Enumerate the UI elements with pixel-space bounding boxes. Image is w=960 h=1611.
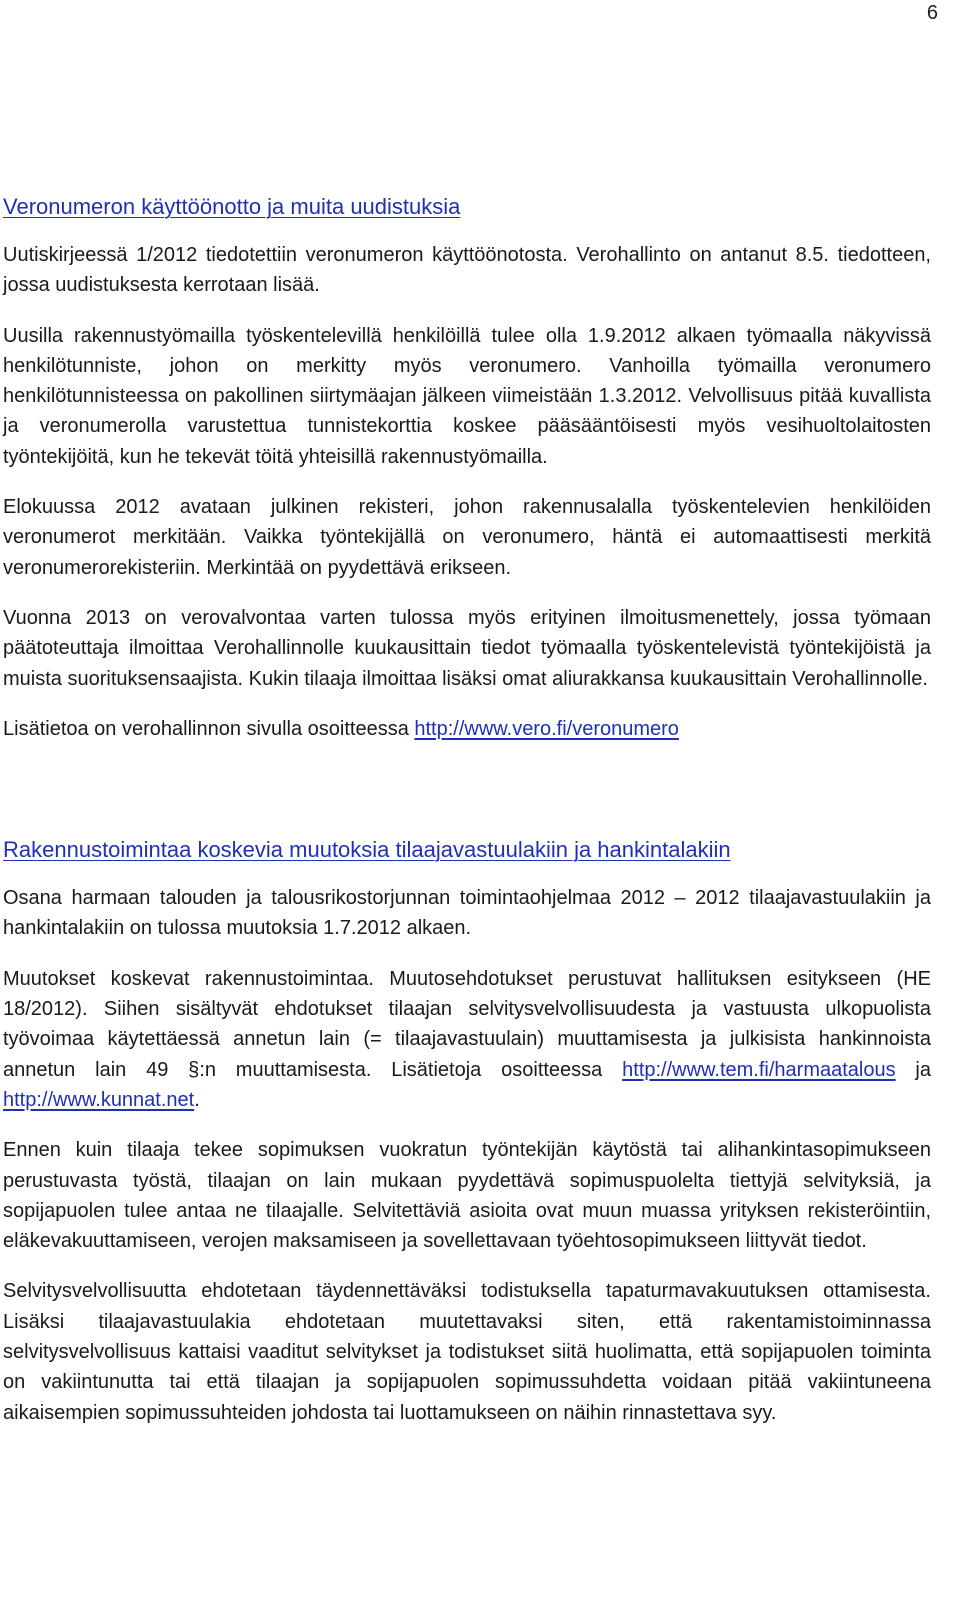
spacer (3, 1256, 931, 1276)
spacer (3, 866, 931, 883)
paragraph-with-link (3, 714, 931, 744)
kunnat-link[interactable]: http://www.kunnat.net (3, 1088, 195, 1111)
tem-link[interactable]: http://www.tem.fi/harmaatalous (622, 1058, 896, 1081)
vero-link[interactable]: http://www.vero.fi/veronumero (414, 717, 679, 740)
paragraph-with-links (3, 964, 931, 1115)
spacer (3, 301, 931, 321)
document-body (3, 191, 931, 1428)
paragraph: Osana harmaan talouden ja talousrikostorjunnan toimintaohjelmaa 2012 – 2012 tilaajavastuulakiin ja hankintalakiin on tulossa muutoksia 1.7.2012 alkaen. (3, 887, 931, 940)
paragraph: Ennen kuin tilaaja tekee sopimuksen vuokratun työntekijän käytöstä tai alihankintasopimukseen perustuvasta työstä, tilaajan on lain mukaan pyydettävä sopimuspuolelta tiettyjä selvityksiä, ja sopijapuolen tulee antaa ne tilaajalle. Selvitettäviä asioita ovat muun muassa yrityksen rekisteröintiin, eläkevakuuttamiseen, verojen maksamiseen ja sovellettavaan työehtosopimukseen liittyvät tiedot. (3, 1139, 931, 1253)
paragraph-text: ja (895, 1058, 931, 1081)
paragraph-text: Lisätietoa on verohallinnon sivulla osoitteessa (3, 717, 415, 740)
spacer (3, 472, 931, 492)
page-number: 6 (926, 2, 938, 24)
spacer (3, 694, 931, 714)
paragraph-text: . (194, 1088, 200, 1111)
spacer (3, 1115, 931, 1135)
paragraph: Uusilla rakennustyömailla työskentelevillä henkilöillä tulee olla 1.9.2012 alkaen työmaalla näkyvissä henkilötunniste, johon on merkitty myös veronumero. Vanhoilla työmailla veronumero henkilötunnisteessa on pakollinen siirtymäajan jälkeen viimeistään 1.3.2012. Velvollisuus pitää kuvallista ja veronumerolla varustettua tunnistekorttia koskee pääsääntöisesti myös vesihuoltolaitosten työntekijöitä, kun he tekevät töitä yhteisillä rakennustyömailla. (3, 324, 931, 468)
spacer (3, 223, 931, 240)
spacer (3, 944, 931, 964)
section-heading-tilaajavastuu: Rakennustoimintaa koskevia muutoksia tilaajavastuulakiin ja hankintalakiin (3, 837, 731, 863)
paragraph-text: Muutokset koskevat rakennustoimintaa. Muutosehdotukset perustuvat hallituksen esitykseen (HE 18/2012). Siihen sisältyvät ehdotukset tilaajan selvitysvelvollisuudesta ja vastuusta ulkopuolista työvoimaa käytettäessä annetun lain (= tilaajavastuulain) muuttamisesta ja julkisista hankinnoista annetun lain 49 §:n muuttamisesta. Lisätietoja osoitteessa (3, 967, 931, 1081)
paragraph: Uutiskirjeessä 1/2012 tiedotettiin veronumeron käyttöönotosta. Verohallinto on antanut 8.5. tiedotteen, jossa uudistuksesta kerrotaan lisää. (3, 244, 931, 297)
paragraph: Selvitysvelvollisuutta ehdotetaan täydennettäväksi todistuksella tapaturmavakuutuksen ottamisesta. Lisäksi tilaajavastuulakia ehdotetaan muutettavaksi siten, että rakentamistoiminnassa selvitysvelvollisuus kattaisi vaaditut selvitykset ja todistukset siitä huolimatta, että sopijapuolen toiminta on vakiintunutta tai että tilaajan ja sopijapuolen sopimussuhdetta voidaan pitää vakiintuneena aikaisempien sopimussuhteiden johdosta tai luottamukseen on näihin rinnastettava syy. (3, 1280, 931, 1424)
section-heading-veronumero: Veronumeron käyttöönotto ja muita uudistuksia (3, 194, 461, 219)
paragraph: Elokuussa 2012 avataan julkinen rekisteri, johon rakennusalalla työskentelevien henkilöiden veronumerot merkitään. Vaikka työntekijällä on veronumero, häntä ei automaattisesti merkitä veronumerorekisteriin. Merkintää on pyydettävä erikseen. (3, 496, 931, 579)
spacer (3, 583, 931, 603)
section-spacer (3, 744, 931, 834)
paragraph: Vuonna 2013 on verovalvontaa varten tulossa myös erityinen ilmoitusmenettely, jossa työmaan päätoteuttaja ilmoittaa Verohallinnolle kuukausittain tiedot työmaalla työskentelevistä työntekijöistä ja muista suorituksensaajista. Kukin tilaaja ilmoittaa lisäksi omat aliurakkansa kuukausittain Verohallinnolle. (3, 606, 931, 690)
